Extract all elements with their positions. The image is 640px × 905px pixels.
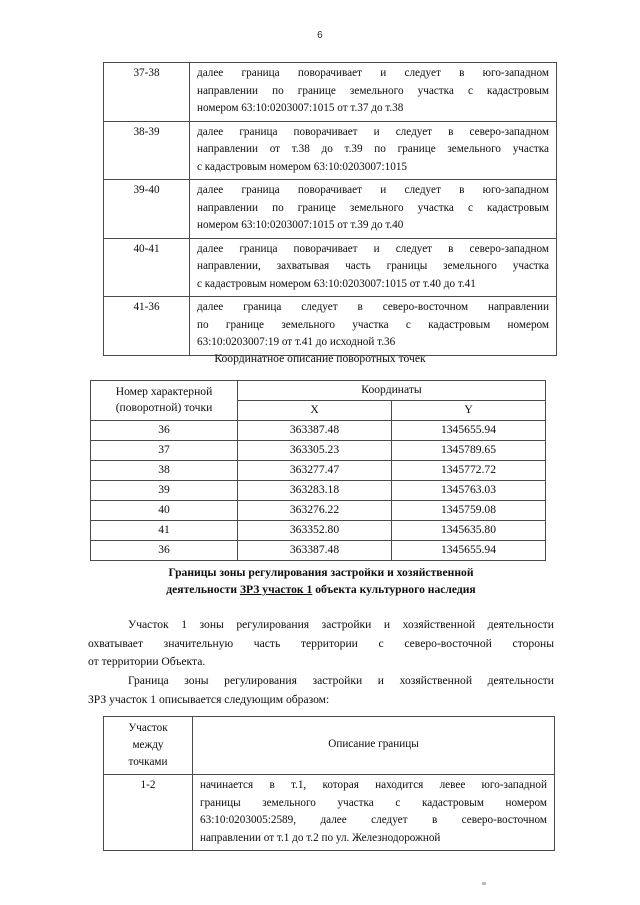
desc-line: далее граница поворачивает и следует в северо-западном xyxy=(197,125,549,138)
column-header-point-line1: Номер характерной xyxy=(115,384,213,398)
cell-y: 1345789.65 xyxy=(392,441,546,461)
scan-artifact xyxy=(482,882,486,885)
table-row xyxy=(91,521,546,541)
cell-point: 36 xyxy=(91,421,238,441)
table-row xyxy=(91,481,546,501)
column-header-y: Y xyxy=(392,401,546,421)
table-row xyxy=(104,121,557,180)
desc-line: далее граница поворачивает и следует в северо-западном xyxy=(197,242,549,255)
row-points: 1-2 xyxy=(104,775,193,851)
table-header-row xyxy=(91,381,546,401)
column-header-sector-description: Описание границы xyxy=(193,717,555,775)
cell-y: 1345763.03 xyxy=(392,481,546,501)
desc-line: начинается в т.1, которая находится левее юго-западной xyxy=(200,779,547,791)
paragraph-intro xyxy=(88,672,554,709)
column-header-point xyxy=(91,381,238,421)
boundary-description-table xyxy=(103,62,557,356)
cell-y: 1345772.72 xyxy=(392,461,546,481)
section-heading-line1: Границы зоны регулирования застройки и хозяйственной xyxy=(168,566,474,579)
column-header-sector-points xyxy=(104,717,193,775)
section-heading-underlined: ЗРЗ участок 1 xyxy=(239,583,313,596)
cell-point: 41 xyxy=(91,521,238,541)
table-row xyxy=(91,501,546,521)
coordinates-table xyxy=(90,380,546,561)
cell-point: 38 xyxy=(91,461,238,481)
desc-line: далее граница следует в северо-восточном направлении xyxy=(197,301,549,313)
desc-line: направлении, захватывая часть границы земельного участка xyxy=(197,260,549,272)
row-points: 41-36 xyxy=(104,297,190,356)
coordinates-caption: Координатное описание поворотных точек xyxy=(214,352,426,365)
table-row xyxy=(104,238,557,297)
cell-x: 363276.22 xyxy=(238,501,392,521)
column-header-x: X xyxy=(238,401,392,421)
section-heading xyxy=(88,564,554,598)
row-points: 37-38 xyxy=(104,63,190,122)
cell-x: 363305.23 xyxy=(238,441,392,461)
table-row xyxy=(91,461,546,481)
row-description xyxy=(193,775,555,851)
section-heading-line2-after: объекта культурного наследия xyxy=(312,583,476,596)
cell-x: 363387.48 xyxy=(238,421,392,441)
row-points: 40-41 xyxy=(104,238,190,297)
desc-line: направлении от т.38 до т.39 по границе земельного участка xyxy=(197,143,549,155)
desc-line: номером 63:10:0203007:1015 от т.37 до т.38 xyxy=(197,102,404,114)
cell-x: 363352.80 xyxy=(238,521,392,541)
column-header-sector-line1: Участок xyxy=(128,722,168,734)
desc-line: направлении по границе земельного участка с кадастровым xyxy=(197,84,549,97)
cell-point: 40 xyxy=(91,501,238,521)
row-description xyxy=(190,121,557,180)
paragraph-line: от территории Объекта. xyxy=(88,655,206,669)
cell-x: 363283.18 xyxy=(238,481,392,501)
row-points: 38-39 xyxy=(104,121,190,180)
desc-line: номером 63:10:0203007:1015 от т.39 до т.40 xyxy=(197,219,404,231)
table-row xyxy=(91,421,546,441)
table-row xyxy=(104,775,555,851)
row-points: 39-40 xyxy=(104,180,190,239)
row-description xyxy=(190,238,557,297)
paragraph-line: ЗРЗ участок 1 описывается следующим образом: xyxy=(88,692,330,706)
cell-y: 1345759.08 xyxy=(392,501,546,521)
row-description xyxy=(190,63,557,122)
table-header-row xyxy=(104,717,555,775)
page-number: 6 xyxy=(317,30,323,41)
cell-x: 363277.47 xyxy=(238,461,392,481)
desc-line: по границе земельного участка с кадастровым номером xyxy=(197,318,549,331)
cell-y: 1345635.80 xyxy=(392,521,546,541)
cell-y: 1345655.94 xyxy=(392,541,546,561)
sector-description-table xyxy=(103,716,555,851)
cell-x: 363387.48 xyxy=(238,541,392,561)
cell-point: 36 xyxy=(91,541,238,561)
column-header-sector-line3: точками xyxy=(128,756,168,768)
table-row xyxy=(91,441,546,461)
column-header-point-line2: (поворотной) точки xyxy=(115,401,213,414)
desc-line: с кадастровым номером 63:10:0203007:1015 от т.40 до т.41 xyxy=(197,277,476,290)
cell-point: 39 xyxy=(91,481,238,501)
section-heading-line2-before: деятельности xyxy=(166,583,240,596)
column-header-sector-line2: между xyxy=(132,739,164,751)
paragraph-line: Участок 1 зоны регулирования застройки и хозяйственной деятельности xyxy=(128,618,554,631)
paragraph-overview xyxy=(88,616,554,672)
table-row xyxy=(104,63,557,122)
row-description xyxy=(190,297,557,356)
cell-point: 37 xyxy=(91,441,238,461)
desc-line: далее граница поворачивает и следует в юго-западном xyxy=(197,67,549,79)
desc-line: направлении по границе земельного участка с кадастровым xyxy=(197,201,549,214)
table-row xyxy=(91,541,546,561)
desc-line: с кадастровым номером 63:10:0203007:1015 xyxy=(197,160,407,173)
table-row xyxy=(104,297,557,356)
cell-y: 1345655.94 xyxy=(392,421,546,441)
paragraph-line: охватывает значительную часть территории с северо-восточной стороны xyxy=(88,636,554,650)
desc-line: 63:10:0203007:19 от т.41 до исходной т.36 xyxy=(197,336,396,348)
desc-line: 63:10:0203005:2589, далее следует в северо-восточном xyxy=(200,814,547,826)
desc-line: границы земельного участка с кадастровым номером xyxy=(200,796,547,809)
column-header-coordinates: Координаты xyxy=(238,381,546,401)
row-description xyxy=(190,180,557,239)
paragraph-line: Граница зоны регулирования застройки и хозяйственной деятельности xyxy=(128,674,554,687)
table-row xyxy=(104,180,557,239)
desc-line: направлении от т.1 до т.2 по ул. Железнодорожной xyxy=(200,831,441,844)
desc-line: далее граница поворачивает и следует в юго-западном xyxy=(197,184,549,196)
